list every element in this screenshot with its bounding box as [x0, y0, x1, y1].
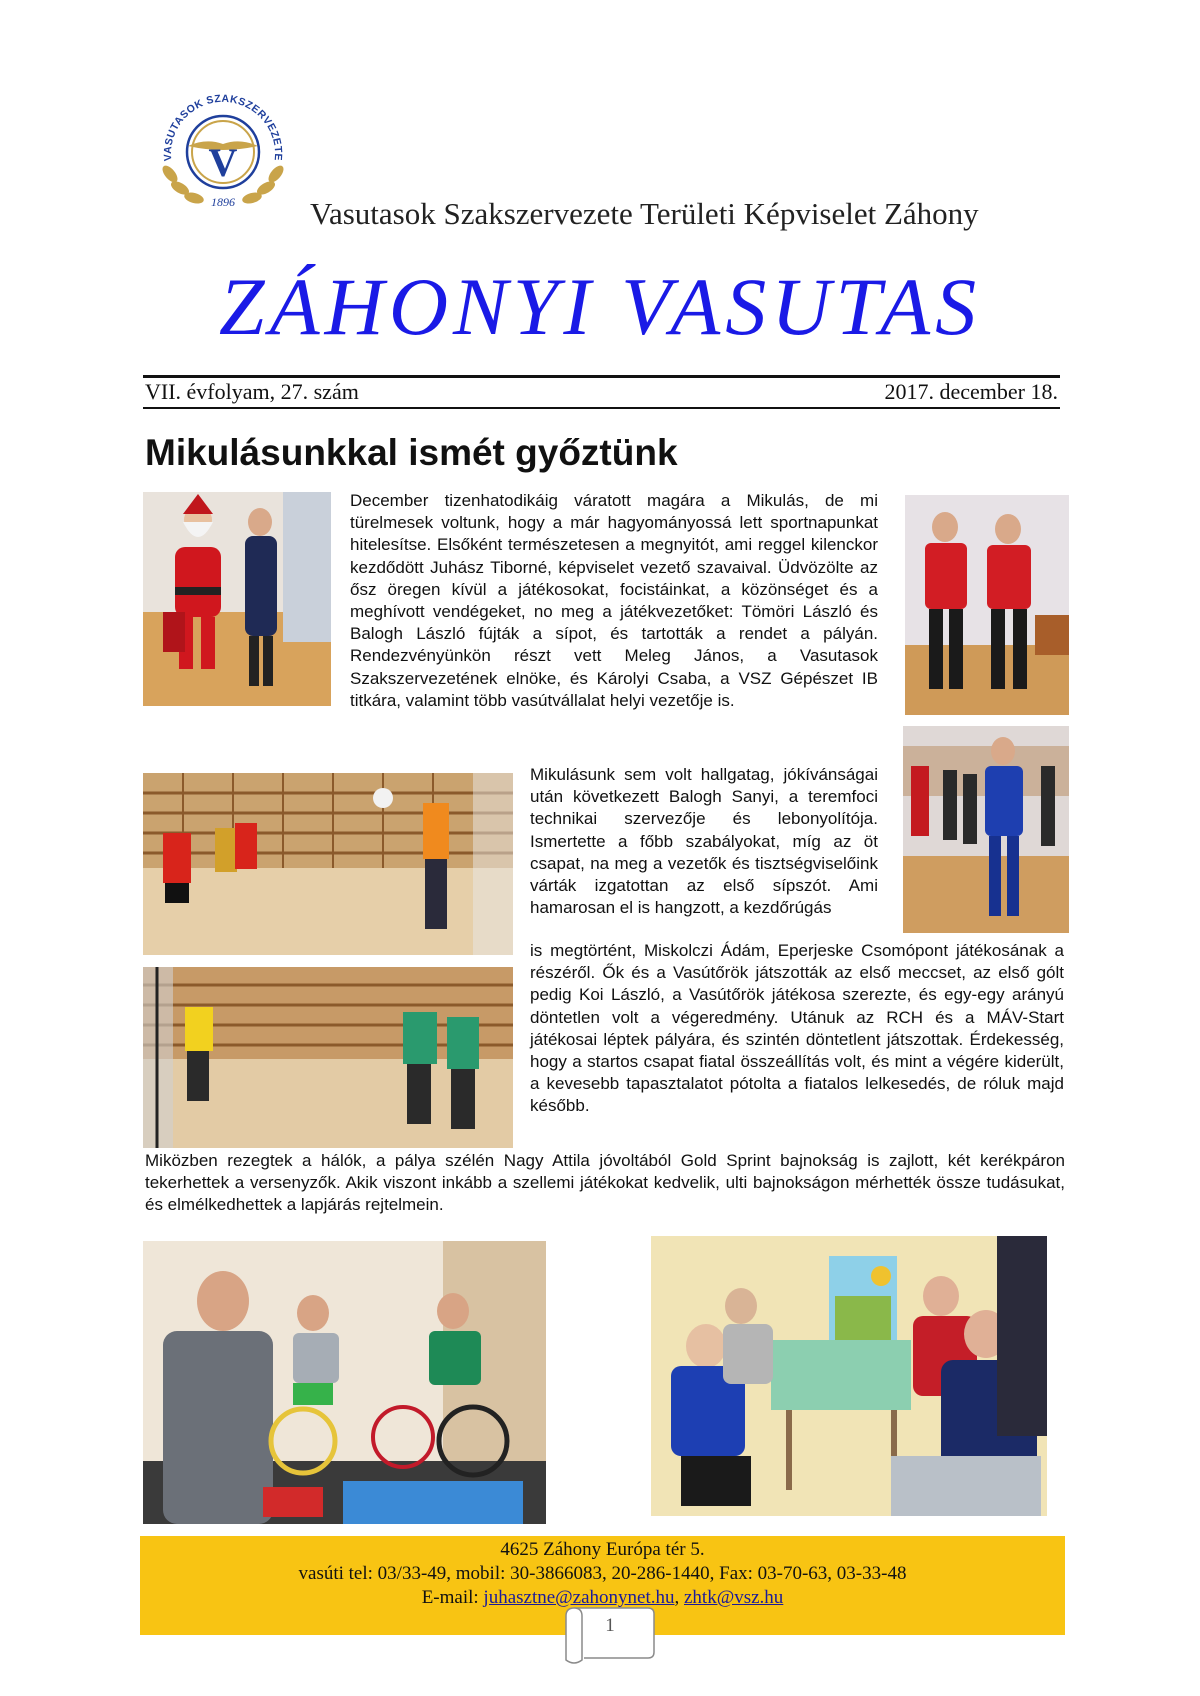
article-paragraph-2-part-1: Mikulásunk sem volt hallgatag, jókívánságai után következett Balogh Sanyi, a teremfoci technikai szervezője és lebonyolítója. Ismertette a főbb szabályokat, míg az öt csapat, na meg a vezetők és tisztségviselőink várták izgatottan az első sípszót. Ami hamarosan el is hangzott, a kezdőrúgás	[530, 765, 878, 918]
newspaper-masthead: ZÁHONYI VASUTAS	[218, 261, 982, 352]
photo-referees	[905, 495, 1069, 715]
photo-football-match-2	[143, 967, 513, 1148]
footer-email-separator: ,	[674, 1587, 680, 1608]
union-logo	[148, 78, 298, 218]
article-paragraph-1: December tizenhatodikáig váratott magára a Mikulás, de mi türelmesek voltunk, hogy a már hagyományossá lett sportnapunkat hitelesítse. Elsőként természetesen a megnyitót, ami reggel kilenckor kezdődött Juhász Tiborné, képviselet vezető szavaival. Üdvözölte az ősz öregen kívül a játékosokat, focistáinkat, a közönséget és a meghívott vendégeket, no meg a játékvezetőket: Tömöri László és Balogh László fújták a sípot, és tartották a rendet a pályán. Rendezvényünkön részt vett Meleg János, a Vasutasok Szakszervezetének elnöke, és Károlyi Csaba, a VSZ Gépészet IB titkára, valamint több vasútvállalat helyi vezetője is.	[350, 491, 878, 710]
article-paragraph-3: Miközben rezegtek a hálók, a pálya szélén Nagy Attila jóvoltából Gold Sprint bajnokság is zajlott, két kerékpáron tekerhettek a versenyzők. Akik viszont inkább a szellemi játékokat kedvelik, ulti bajnokságon mérhették össze tudásukat, és elmélkedhettek a lapjárás rejtelmein.	[145, 1151, 1065, 1215]
organization-name: Vasutasok Szakszervezete Területi Képviselet Záhony	[310, 196, 979, 231]
footer-email-link-2[interactable]: zhtk@vsz.hu	[684, 1587, 784, 1608]
footer-email-link-1[interactable]: juhasztne@zahonynet.hu	[483, 1587, 675, 1608]
footer-address: 4625 Záhony Európa tér 5.	[500, 1539, 705, 1560]
photo-football-match-1	[143, 773, 513, 955]
photo-card-game	[651, 1236, 1047, 1516]
masthead-rule-bottom	[143, 407, 1060, 409]
issue-number: VII. évfolyam, 27. szám	[145, 379, 359, 404]
logo-letter: V	[208, 140, 238, 185]
photo-organizer	[903, 726, 1069, 933]
logo-arc-text: VASUTASOK SZAKSZERVEZETE	[161, 92, 285, 162]
article-paragraph-2-part-2: is megtörtént, Miskolczi Ádám, Eperjeske Csomópont játékosának a részéről. Ők és a Vasútőrök játszották az első meccset, az első gólt pedig Koi László, a Vasútőrök játékosa szerezte, és egy-egy arányú döntetlen volt a végeredmény. Utánuk az RCH és a MÁV-Start játékosai léptek pályára, és szintén döntetlent játszottak. Érdekesség, hogy a startos csapat fiatal összeállítás volt, és mint a végére kiderült, a kevesebb tapasztalatot pótolta a fiatalos lelkesedés, de róluk majd később.	[530, 941, 1064, 1116]
logo-year: 1896	[211, 195, 235, 209]
photo-santa-opening	[143, 492, 331, 706]
footer-phones: vasúti tel: 03/33-49, mobil: 30-3866083, 20-286-1440, Fax: 03-70-63, 03-33-48	[298, 1563, 907, 1584]
page-number: 1	[605, 1615, 615, 1636]
photo-gold-sprint	[143, 1241, 546, 1524]
issue-date: 2017. december 18.	[884, 379, 1058, 404]
article-title: Mikulásunkkal ismét győztünk	[145, 432, 678, 473]
footer-email-label: E-mail:	[421, 1587, 479, 1608]
masthead-rule-top	[143, 375, 1060, 378]
